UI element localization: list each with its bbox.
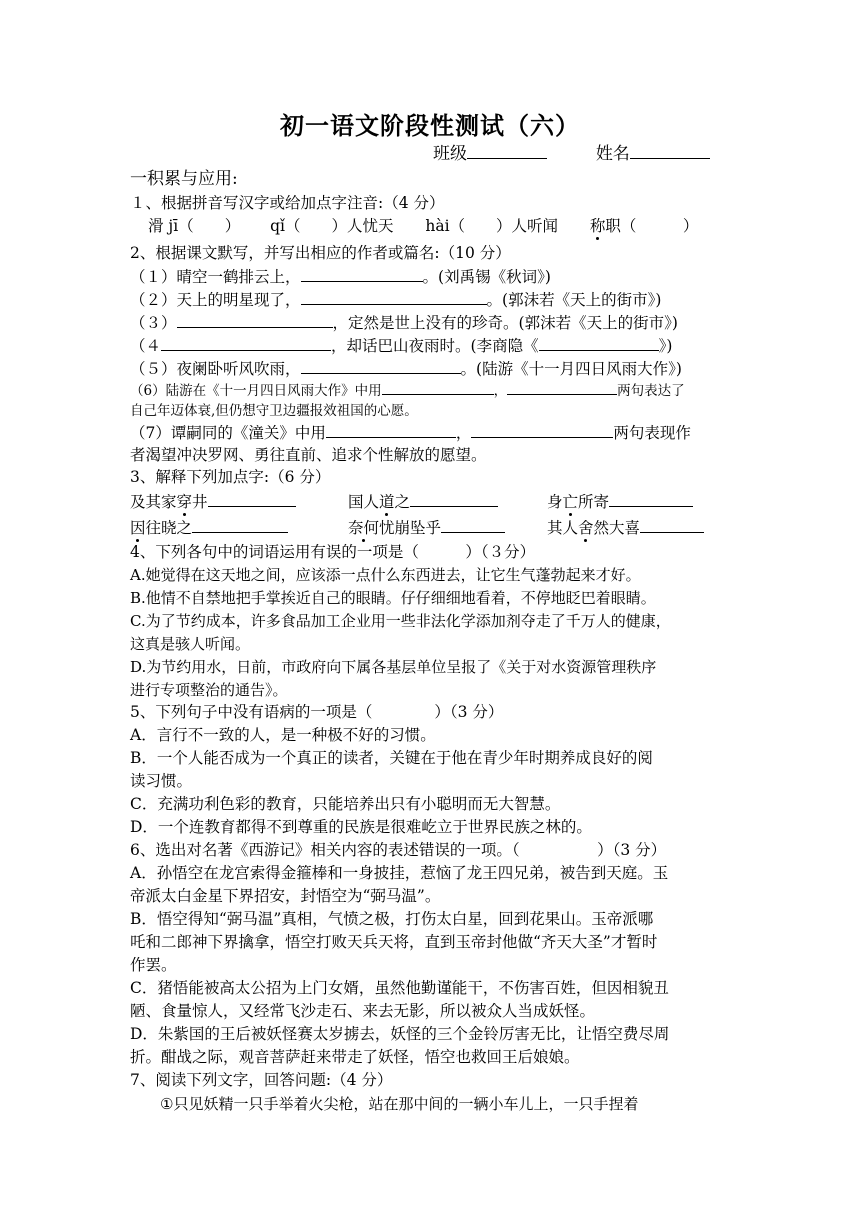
q5-option-b: B．一个人能否成为一个真正的读者，关键在于他在青少年时期养成良好的阅 xyxy=(130,749,653,767)
q2-blank-6a[interactable] xyxy=(382,380,494,395)
q3-blank-4[interactable] xyxy=(192,516,288,533)
q3-row-1a: 及其家穿井 xyxy=(130,490,296,513)
q6-option-b: B．悟空得知“弼马温”真相，气愤之极，打伤太白星，回到花果山。玉帝派哪 xyxy=(130,910,654,928)
q3-blank-3[interactable] xyxy=(609,490,693,507)
q3-blank-6[interactable] xyxy=(640,516,704,533)
q6-option-b-cont2: 作罢。 xyxy=(130,956,177,974)
q4-prompt: 4、下列各句中的词语运用有误的一项是（ ）（３分） xyxy=(130,543,536,561)
q2-line-6: （6）陆游在《十一月四日风雨大作》中用 ， 两句表达了 xyxy=(130,380,685,402)
q6-option-a: A．孙悟空在龙宫索得金箍棒和一身披挂，惹恼了龙王四兄弟，被告到天庭。玉 xyxy=(130,864,669,882)
q2-line-3: （３） ，定然是世上没有的珍奇。(郭沫若《天上的街市》) xyxy=(130,311,678,334)
q3-blank-5[interactable] xyxy=(441,516,505,533)
q1-items xyxy=(148,215,698,237)
q1-item-a: 滑 jī（ ） xyxy=(148,217,241,235)
q4-option-b: B.他情不自禁地把手掌挨近自己的眼睛。仔仔细细地看着，不停地眨巴着眼睛。 xyxy=(130,589,656,607)
q7-passage-line-1: ①只见妖精一只手举着火尖枪，站在那中间的一辆小车儿上，一只手捏着 xyxy=(160,1095,639,1113)
q6-option-b-cont: 吒和二郎神下界擒拿，悟空打败天兵天将，直到玉帝封他做“齐天大圣”才暂时 xyxy=(130,933,658,951)
q1-item-d: 称职（ ） xyxy=(589,217,699,235)
q5-option-c: C．充满功利色彩的教育，只能培养出只有小聪明而无大智慧。 xyxy=(130,795,561,813)
q4-option-d: D.为节约用水，日前，市政府向下属各基层单位呈报了《关于对水资源管理秩序 xyxy=(130,658,657,676)
q4-option-c: C.为了节约成本，许多食品加工企业用一些非法化学添加剂夺走了千万人的健康， xyxy=(130,612,671,630)
q2-blank-7a[interactable] xyxy=(326,421,456,438)
q3-row-2c: 其人舍然大喜 xyxy=(547,516,704,539)
q2-line-7: （7）谭嗣同的《潼关》中用 ， 两句表现作 xyxy=(130,421,691,444)
q7-prompt: 7、阅读下列文字，回答问题:（4 分） xyxy=(130,1071,393,1089)
q3-row-2b: 奈何忧崩坠乎 xyxy=(348,516,505,539)
q6-option-d: D．朱紫国的王后被妖怪赛太岁掳去，妖怪的三个金铃厉害无比，让悟空费尽周 xyxy=(130,1025,670,1043)
q2-line-1: （１）晴空一鹤排云上， 。(刘禹锡《秋词》) xyxy=(130,265,551,288)
q2-blank-1[interactable] xyxy=(301,265,423,282)
q3-row-2a: 因往晓之 xyxy=(130,516,288,539)
q6-option-a-cont: 帝派太白金星下界招安，封悟空为“弼马温”。 xyxy=(130,887,441,905)
name-blank[interactable] xyxy=(630,142,710,159)
q2-line-5: （５）夜阑卧听风吹雨， 。(陆游《十一月四日风雨大作》) xyxy=(130,357,682,380)
q2-prompt: 2、根据课文默写，并写出相应的作者或篇名:（10 分） xyxy=(130,244,511,262)
q6-prompt: 6、选出对名著《西游记》相关内容的表述错误的一项。（ ）（3 分） xyxy=(130,841,667,859)
q3-blank-1[interactable] xyxy=(208,490,296,507)
q3-blank-2[interactable] xyxy=(410,490,498,507)
page-title: 初一语文阶段性测试（六） xyxy=(280,112,580,140)
q2-blank-5[interactable] xyxy=(301,357,461,374)
q6-option-c: C．猪悟能被高太公招为上门女婿，虽然他勤谨能干，不伤害百姓，但因相貌丑 xyxy=(130,979,669,997)
q2-blank-7b[interactable] xyxy=(471,421,613,438)
q5-option-a: A．言行不一致的人，是一种极不好的习惯。 xyxy=(130,726,436,744)
q5-prompt: 5、下列句子中没有语病的一项是（ ）（3 分） xyxy=(130,703,504,721)
q6-option-d-cont: 折。酣战之际，观音菩萨赶来带走了妖怪，悟空也救回王后娘娘。 xyxy=(130,1048,580,1066)
q5-option-d: D．一个连教育都得不到尊重的民族是很难屹立于世界民族之林的。 xyxy=(130,818,592,836)
q4-option-a: A.她觉得在这天地之间，应该添一点什么东西进去，让它生气蓬勃起来才好。 xyxy=(130,566,641,584)
q1-item-c: hài（ ）人听闻 xyxy=(425,217,559,235)
q2-line-4: （４ ，却话巴山夜雨时。(李商隐《 》) xyxy=(130,334,672,357)
q2-blank-3[interactable] xyxy=(177,311,333,328)
q2-blank-4[interactable] xyxy=(161,334,331,351)
name-label: 姓名 xyxy=(595,144,630,164)
section-heading: 一积累与应用: xyxy=(130,169,238,189)
q4-option-c-cont: 这真是骇人听闻。 xyxy=(130,635,251,653)
q2-blank-4b[interactable] xyxy=(539,334,659,351)
q1-item-b: qǐ（ ）人忧天 xyxy=(270,217,394,235)
q5-option-b-cont: 读习惯。 xyxy=(130,772,193,790)
q1-prompt: １、根据拼音写汉字或给加点字注音:（4 分） xyxy=(130,194,445,212)
class-blank[interactable] xyxy=(467,142,547,159)
q3-row-1c: 身亡所寄 xyxy=(547,490,693,513)
q2-blank-2[interactable] xyxy=(301,288,487,305)
q3-row-1b: 国人道之 xyxy=(348,490,498,513)
q2-blank-6b[interactable] xyxy=(507,380,617,395)
q3-prompt: 3、解释下列加点字:（6 分） xyxy=(130,468,331,486)
q2-line-6-cont: 自己年迈体衰,但仍想守卫边疆报效祖国的心愿。 xyxy=(130,403,418,419)
q2-line-7-cont: 者渴望冲决罗网、勇往直前、追求个性解放的愿望。 xyxy=(130,446,487,464)
class-name-header xyxy=(433,142,710,165)
q6-option-c-cont: 陋、食量惊人，又经常飞沙走石、来去无影，所以被众人当成妖怪。 xyxy=(130,1002,596,1020)
class-label: 班级 xyxy=(433,144,467,164)
q4-option-d-cont: 进行专项整治的通告》。 xyxy=(130,681,288,699)
q2-line-2: （２）天上的明星现了， 。(郭沫若《天上的街市》) xyxy=(130,288,661,311)
